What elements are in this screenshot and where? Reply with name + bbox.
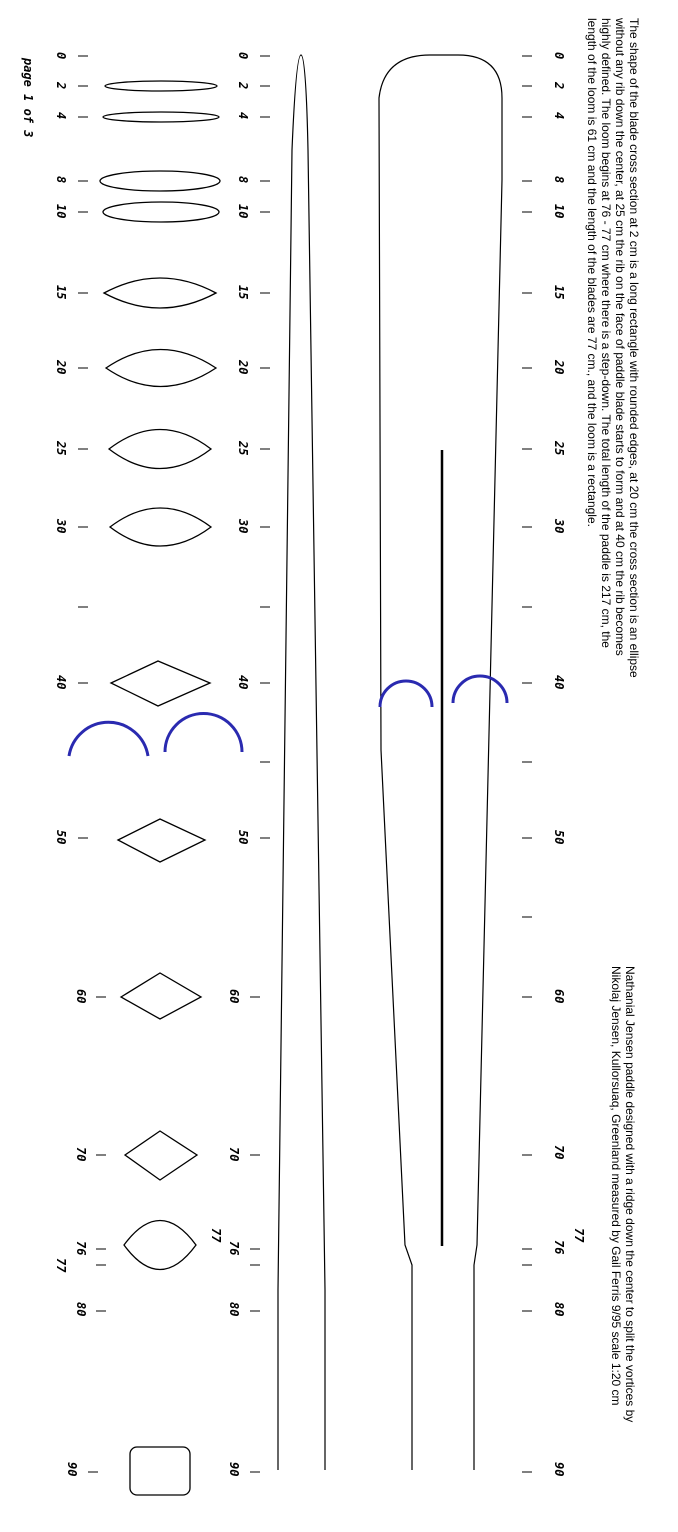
tick-label: 8	[236, 176, 250, 184]
tick-label: 70	[74, 1147, 88, 1162]
tick-label: 80	[552, 1302, 566, 1317]
tick-label: 10	[236, 204, 250, 219]
tick-label: 20	[54, 360, 68, 375]
vortex-arc-section-right	[165, 714, 242, 753]
cross-section-25	[109, 430, 211, 469]
credit-line: Nathanial Jensen paddle designed with a ridge down the center to split the vortices by	[623, 966, 637, 1423]
vortex-arc-section-left	[69, 722, 148, 756]
page-number: page 1 of 3	[21, 58, 35, 138]
cross-section-20	[106, 350, 216, 387]
tick-label: 40	[54, 675, 68, 690]
tick-label: 76	[74, 1241, 88, 1256]
tick-label: 60	[227, 989, 241, 1004]
tick-label: 80	[74, 1302, 88, 1317]
cross-section-70	[125, 1131, 197, 1180]
credit-line: Nikolaj Jensen, Kullorsuaq, Greenland measured by Gail Ferris 9/95 scale 1:20 cm	[609, 966, 623, 1406]
tick-label: 15	[236, 285, 250, 300]
tick-label: 15	[54, 285, 68, 300]
description-line: highly defined. The loom begins at 76 - 77 cm where there is a step-down. The total length of the paddle is 217 cm, the	[599, 18, 613, 648]
tick-label: 70	[227, 1147, 241, 1162]
tick-label: 0	[552, 52, 566, 60]
tick-label: 4	[552, 112, 566, 120]
vortex-arc-right	[453, 676, 507, 703]
description-note	[585, 17, 641, 678]
face-scale	[522, 52, 586, 1476]
tick-label: 70	[552, 1145, 566, 1160]
tick-label: 90	[65, 1462, 79, 1477]
cross-section-10	[103, 202, 219, 222]
tick-label: 4	[54, 112, 68, 120]
cross-section-77	[124, 1221, 196, 1270]
section-scale	[54, 52, 106, 1476]
paddle-face-view	[379, 55, 507, 1470]
cross-section-8	[100, 171, 220, 191]
tick-label: 76	[552, 1240, 566, 1255]
tick-label: 30	[236, 519, 250, 534]
vortex-arc-left	[380, 681, 432, 707]
cross-section-15	[104, 278, 216, 308]
tick-label: 60	[552, 989, 566, 1004]
tick-label: 15	[552, 285, 566, 300]
tick-label: 2	[54, 82, 68, 90]
credit-note	[609, 966, 637, 1422]
tick-label: 60	[74, 989, 88, 1004]
tick-label: 0	[236, 52, 250, 60]
cross-section-4	[103, 112, 219, 122]
tick-label: 25	[552, 441, 566, 456]
tick-label: 40	[552, 675, 566, 690]
tick-label: 50	[236, 830, 250, 845]
cross-section-2	[105, 81, 217, 91]
tick-label: 25	[236, 441, 250, 456]
tick-label: 8	[552, 176, 566, 184]
cross-section-40	[111, 661, 210, 706]
tick-label: 2	[236, 82, 250, 90]
tick-label: 50	[552, 830, 566, 845]
tick-label: 77	[54, 1258, 68, 1273]
tick-label: 80	[227, 1302, 241, 1317]
tick-label: 40	[236, 675, 250, 690]
tick-label: 90	[552, 1462, 566, 1477]
tick-label: 4	[236, 112, 250, 120]
tick-label: 76	[227, 1241, 241, 1256]
tick-label: 0	[54, 52, 68, 60]
tick-label: 30	[54, 519, 68, 534]
edge-outline	[278, 55, 325, 1470]
tick-label: 2	[552, 82, 566, 90]
tick-label: 25	[54, 441, 68, 456]
tick-label: 90	[227, 1462, 241, 1477]
description-line: The shape of the blade cross section at 2 cm is a long rectangle with rounded edges, at 20 cm the cross section is an ellipse	[627, 18, 641, 678]
cross-sections	[100, 81, 220, 1495]
edge-scale	[209, 52, 270, 1476]
blade-outline	[379, 55, 502, 1470]
tick-label: 10	[54, 204, 68, 219]
paddle-edge-view	[278, 55, 325, 1470]
cross-section-30	[110, 508, 211, 546]
tick-label: 77	[572, 1228, 586, 1243]
tick-label: 20	[236, 360, 250, 375]
tick-label: 50	[54, 830, 68, 845]
page-label	[21, 57, 35, 137]
tick-label: 8	[54, 176, 68, 184]
cross-section-50	[118, 819, 205, 862]
cross-section-90-loom	[130, 1447, 190, 1495]
tick-label: 10	[552, 204, 566, 219]
tick-label: 20	[552, 360, 566, 375]
description-line: without any rib down the center, at 25 cm the rib on the face of paddle blade starts to form and at 40 cm the rib becomes	[613, 18, 627, 656]
description-line: length of the loom is 61 cm and the length of the blades are 77 cm., and the loom is a rectangle.	[585, 18, 599, 527]
tick-label: 30	[552, 519, 566, 534]
cross-section-60	[121, 973, 201, 1019]
tick-label: 77	[209, 1228, 223, 1243]
